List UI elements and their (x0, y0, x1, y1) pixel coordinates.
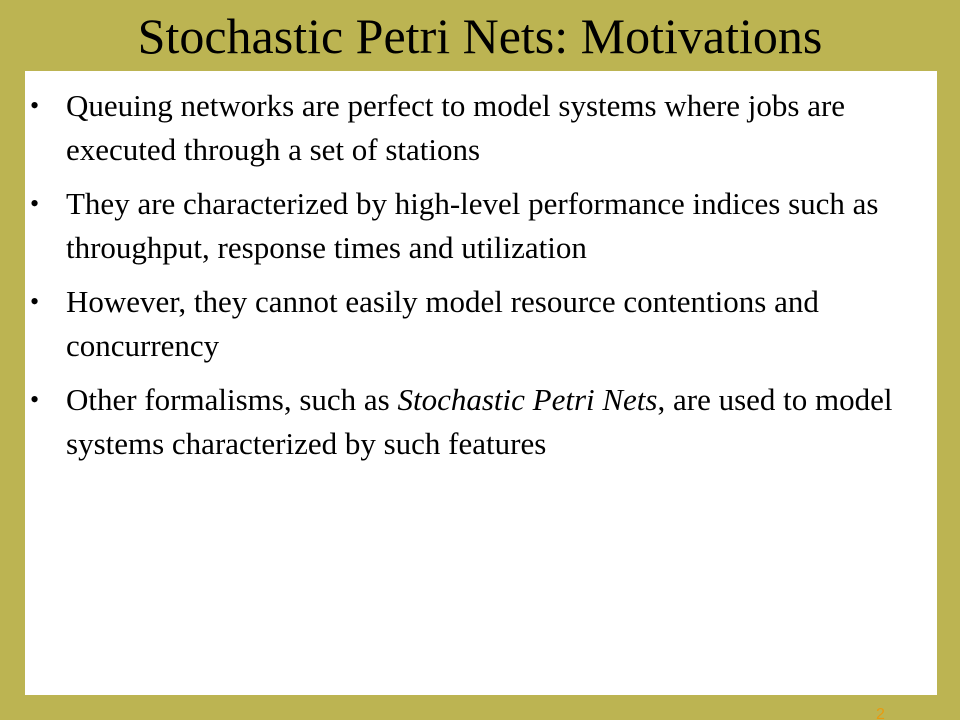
bullet-icon: • (30, 91, 40, 120)
slide-title: Stochastic Petri Nets: Motivations (137, 8, 823, 64)
bullet-text: However, they cannot easily model resource contentions and concurrency (66, 284, 819, 363)
bullet-item (25, 378, 937, 466)
bullet-icon: • (30, 287, 40, 316)
bullet-text: They are characterized by high-level performance indices such as throughput, response times and utilization (66, 186, 879, 265)
bullet-icon: • (30, 189, 40, 218)
bullet-text-emphasis: Stochastic Petri Nets (397, 382, 658, 417)
bullet-item (25, 84, 937, 172)
bullet-item (25, 182, 937, 270)
bullet-text-prefix: Other formalisms, such as (66, 382, 398, 417)
bullet-list (25, 84, 937, 476)
bullet-icon: • (30, 385, 40, 414)
bullet-text: Queuing networks are perfect to model systems where jobs are executed through a set of stations (66, 88, 846, 167)
bullet-item (25, 280, 937, 368)
bullet-text-suffix: , are used to model systems characterized by such features (66, 382, 893, 461)
page-number: 2 (876, 706, 885, 720)
content-area (25, 71, 937, 695)
